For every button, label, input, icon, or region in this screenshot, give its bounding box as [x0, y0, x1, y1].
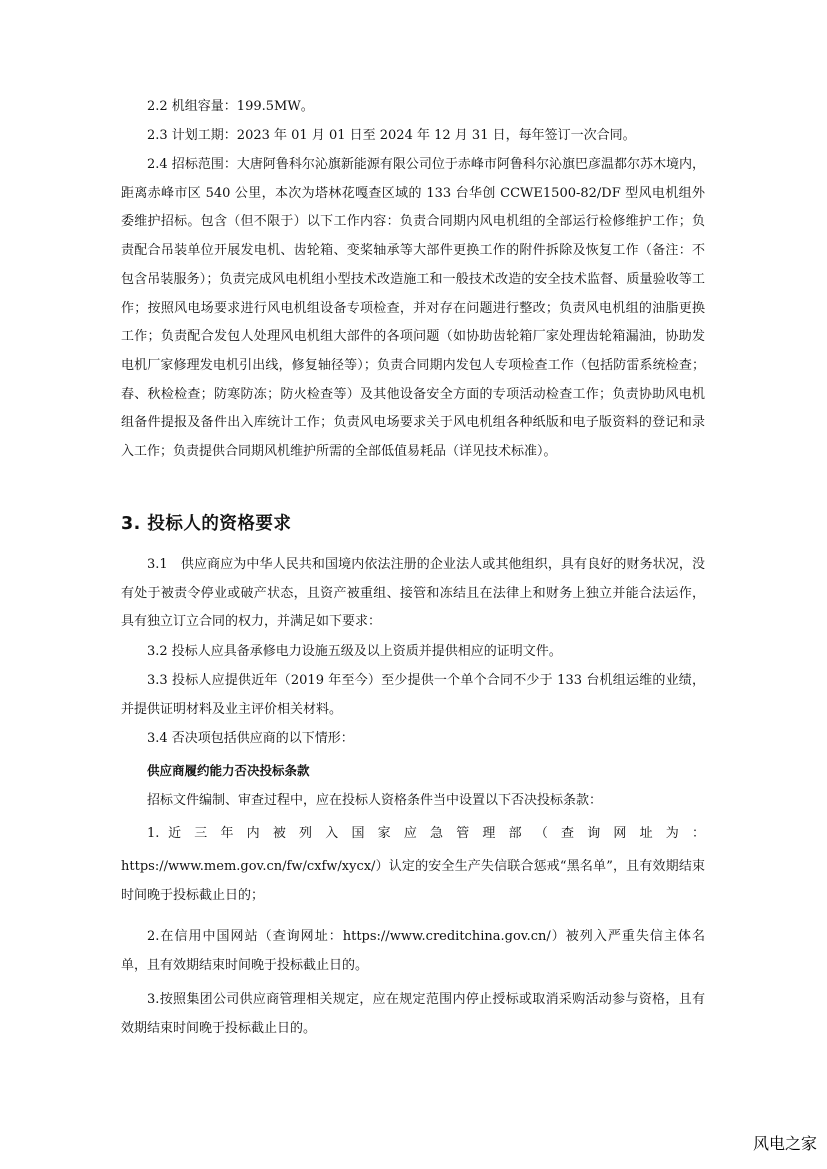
veto-item-1-rest: https://www.mem.gov.cn/fw/cxfw/xycx/）认定的安全生产失信联合惩戒“黑名单”，且有效期结束时间晚于投标截止日的；	[121, 859, 705, 903]
section-3-heading: 3. 投标人的资格要求	[121, 514, 292, 534]
clause-2-3: 2.3 计划工期：2023 年 01 月 01 日至 2024 年 12 月 31 日，每年签订一次合同。	[147, 128, 636, 143]
clause-3-3: 3.3 投标人应提供近年（2019 年至今）至少提供一个单个合同不少于 133 台机组运维的业绩，并提供证明材料及业主评价相关材料。	[121, 673, 705, 717]
veto-item-1-first-line: 1. 近 三 年 内 被 列 入 国 家 应 急 管 理 部 （ 查 询 网 址 为 ：	[147, 826, 705, 841]
clause-2-2: 2.2 机组容量：199.5MW。	[147, 99, 314, 114]
clause-3-1: 3.1 供应商应为中华人民共和国境内依法注册的企业法人或其他组织，具有良好的财务状况，没有处于被责令停业或破产状态，且资产被重组、接管和冻结且在法律上和财务上独立并能合法运作，具有独立订立合同的权力，并满足如下要求：	[121, 557, 705, 630]
clause-3-2: 3.2 投标人应具备承修电力设施五级及以上资质并提供相应的证明文件。	[147, 644, 562, 659]
veto-clause-subheading: 供应商履约能力否决投标条款	[147, 763, 310, 778]
clause-2-4: 2.4 招标范围：大唐阿鲁科尔沁旗新能源有限公司位于赤峰市阿鲁科尔沁旗巴彦温都尔苏木境内，距离赤峰市区 540 公里，本次为塔林花嘎查区域的 133 台华创 CCWE1500-82/DF 型风电机组外委维护招标。包含（但不限于）以下工作内容：负责合同期内风电机组的全部运行检修维护工作；负责配合吊装单位开展发电机、齿轮箱、变桨轴承等大部件更换工作的附件拆除及恢复工作（备注：不包含吊装服务）；负责完成风电机组小型技术改造施工和一般技术改造的安全技术监督、质量验收等工作；按照风电场要求进行风电机组设备专项检查，并对存在问题进行整改；负责风电机组的油脂更换工作；负责配合发包人处理风电机组大部件的各项问题（如协助齿轮箱厂家处理齿轮箱漏油，协助发电机厂家修理发电机引出线，修复轴径等）；负责合同期内发包人专项检查工作（包括防雷系统检查；春、秋检检查；防寒防冻；防火检查等）及其他设备安全方面的专项活动检查工作；负责协助风电机组备件提报及备件出入库统计工作；负责风电场要求关于风电机组各种纸版和电子版资料的登记和录入工作；负责提供合同期风机维护所需的全部低值易耗品（详见技术标准）。	[121, 157, 705, 460]
veto-item-2: 2.在信用中国网站（查询网址：https://www.creditchina.gov.cn/）被列入严重失信主体名单，且有效期结束时间晚于投标截止日的。	[121, 929, 705, 973]
veto-intro: 招标文件编制、审查过程中，应在投标人资格条件当中设置以下否决投标条款：	[147, 793, 603, 808]
veto-item-3: 3.按照集团公司供应商管理相关规定，应在规定范围内停止授标或取消采购活动参与资格，且有效期结束时间晚于投标截止日的。	[121, 992, 705, 1036]
watermark-text: 风电之家	[752, 1134, 817, 1153]
clause-3-4: 3.4 否决项包括供应商的以下情形：	[147, 731, 354, 746]
